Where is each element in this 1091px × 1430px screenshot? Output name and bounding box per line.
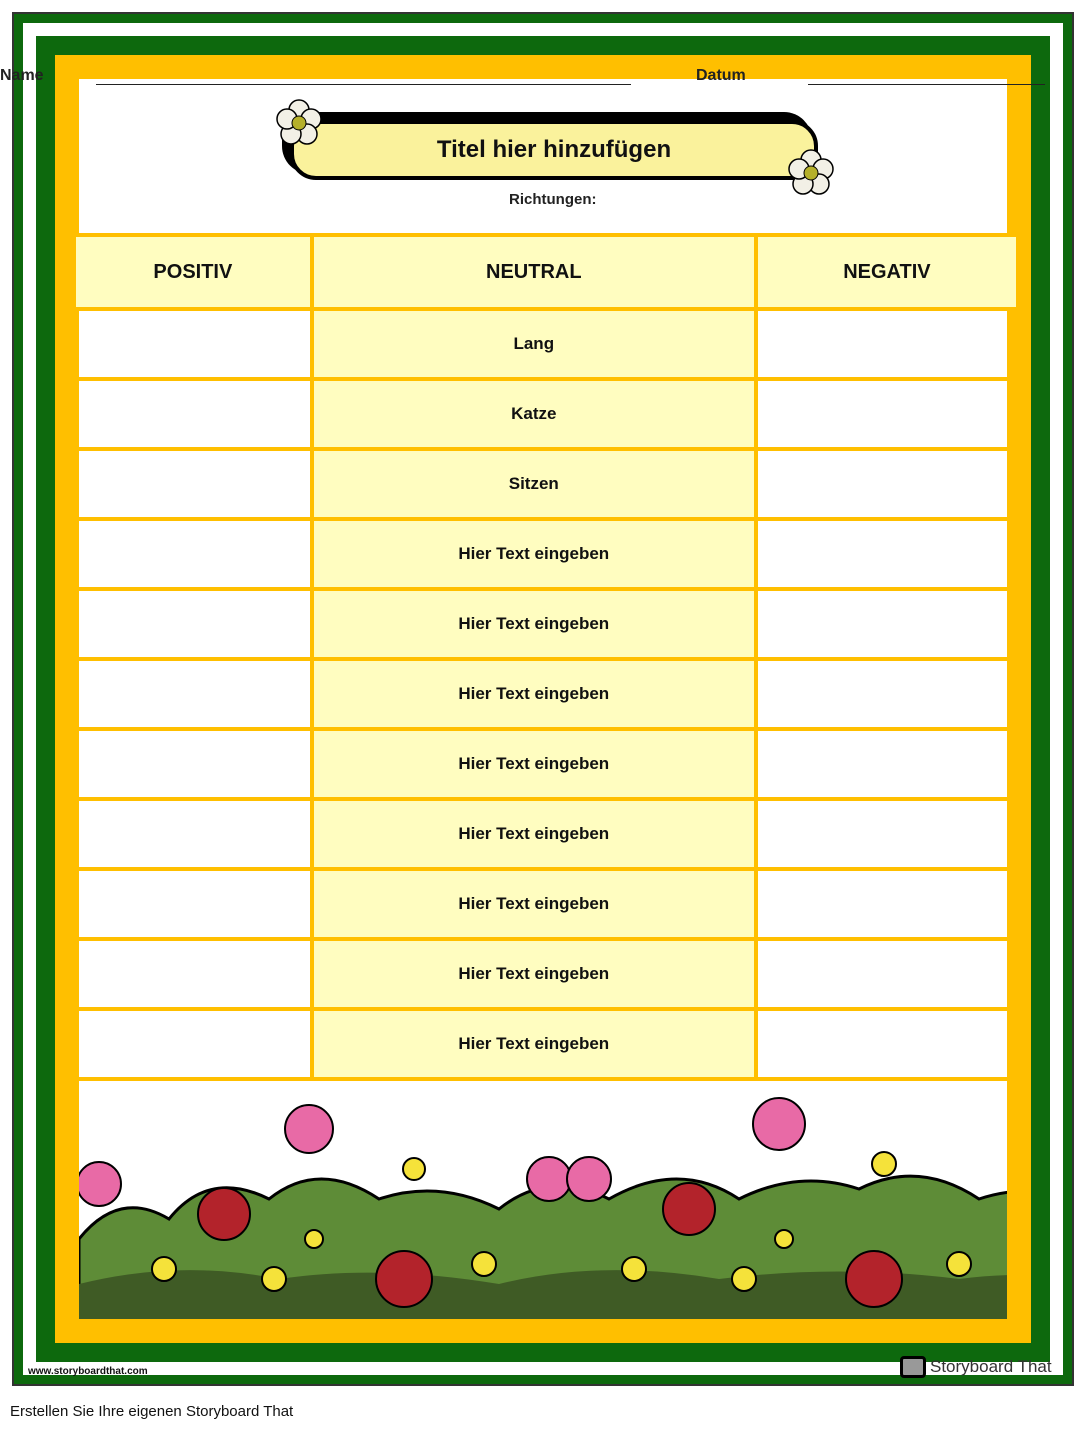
name-label: Name	[0, 67, 44, 84]
negativ-cell[interactable]	[756, 659, 1018, 729]
logo-text: Storyboard That	[930, 1357, 1052, 1376]
negativ-cell[interactable]	[756, 519, 1018, 589]
watermark-url: www.storyboardthat.com	[28, 1366, 148, 1377]
neutral-cell[interactable]: Hier Text eingeben	[312, 1009, 756, 1079]
negativ-cell[interactable]	[756, 1009, 1018, 1079]
neutral-cell[interactable]: Hier Text eingeben	[312, 939, 756, 1009]
neutral-cell[interactable]: Hier Text eingeben	[312, 519, 756, 589]
positiv-cell[interactable]	[74, 309, 312, 379]
header-negativ: NEGATIV	[756, 235, 1018, 309]
table-row	[74, 869, 1018, 939]
title-banner	[282, 112, 822, 184]
table-row	[74, 729, 1018, 799]
header-neutral: NEUTRAL	[312, 235, 756, 309]
date-input-line[interactable]	[808, 84, 1045, 85]
daisy-icon	[786, 148, 836, 198]
sorting-table	[72, 233, 1020, 1081]
positiv-cell[interactable]	[74, 799, 312, 869]
neutral-cell[interactable]: Hier Text eingeben	[312, 729, 756, 799]
neutral-cell[interactable]: Hier Text eingeben	[312, 589, 756, 659]
directions-label: Richtungen:	[509, 191, 597, 208]
negativ-cell[interactable]	[756, 869, 1018, 939]
table-row	[74, 589, 1018, 659]
table-row	[74, 519, 1018, 589]
positiv-cell[interactable]	[74, 659, 312, 729]
positiv-cell[interactable]	[74, 589, 312, 659]
header-positiv: POSITIV	[74, 235, 312, 309]
neutral-cell[interactable]: Hier Text eingeben	[312, 659, 756, 729]
neutral-cell[interactable]: Lang	[312, 309, 756, 379]
negativ-cell[interactable]	[756, 379, 1018, 449]
positiv-cell[interactable]	[74, 379, 312, 449]
logo-icon	[900, 1356, 926, 1378]
positiv-cell[interactable]	[74, 1009, 312, 1079]
footer-link[interactable]: Erstellen Sie Ihre eigenen Storyboard That	[10, 1403, 294, 1420]
neutral-cell[interactable]: Hier Text eingeben	[312, 799, 756, 869]
name-input-line[interactable]	[96, 84, 631, 85]
page-title[interactable]: Titel hier hinzufügen	[290, 120, 818, 180]
negativ-cell[interactable]	[756, 729, 1018, 799]
neutral-cell[interactable]: Katze	[312, 379, 756, 449]
negativ-cell[interactable]	[756, 799, 1018, 869]
table-row	[74, 309, 1018, 379]
table-row	[74, 799, 1018, 869]
table-row	[74, 939, 1018, 1009]
storyboardthat-logo	[900, 1356, 1052, 1378]
positiv-cell[interactable]	[74, 869, 312, 939]
positiv-cell[interactable]	[74, 519, 312, 589]
table-row	[74, 379, 1018, 449]
positiv-cell[interactable]	[74, 449, 312, 519]
table-row	[74, 449, 1018, 519]
neutral-cell[interactable]: Sitzen	[312, 449, 756, 519]
flower-garden-illustration	[79, 1089, 1007, 1319]
daisy-icon	[274, 98, 324, 148]
table-row	[74, 659, 1018, 729]
neutral-cell[interactable]: Hier Text eingeben	[312, 869, 756, 939]
negativ-cell[interactable]	[756, 309, 1018, 379]
negativ-cell[interactable]	[756, 589, 1018, 659]
positiv-cell[interactable]	[74, 939, 312, 1009]
negativ-cell[interactable]	[756, 939, 1018, 1009]
date-label: Datum	[696, 67, 746, 84]
positiv-cell[interactable]	[74, 729, 312, 799]
table-row	[74, 1009, 1018, 1079]
negativ-cell[interactable]	[756, 449, 1018, 519]
